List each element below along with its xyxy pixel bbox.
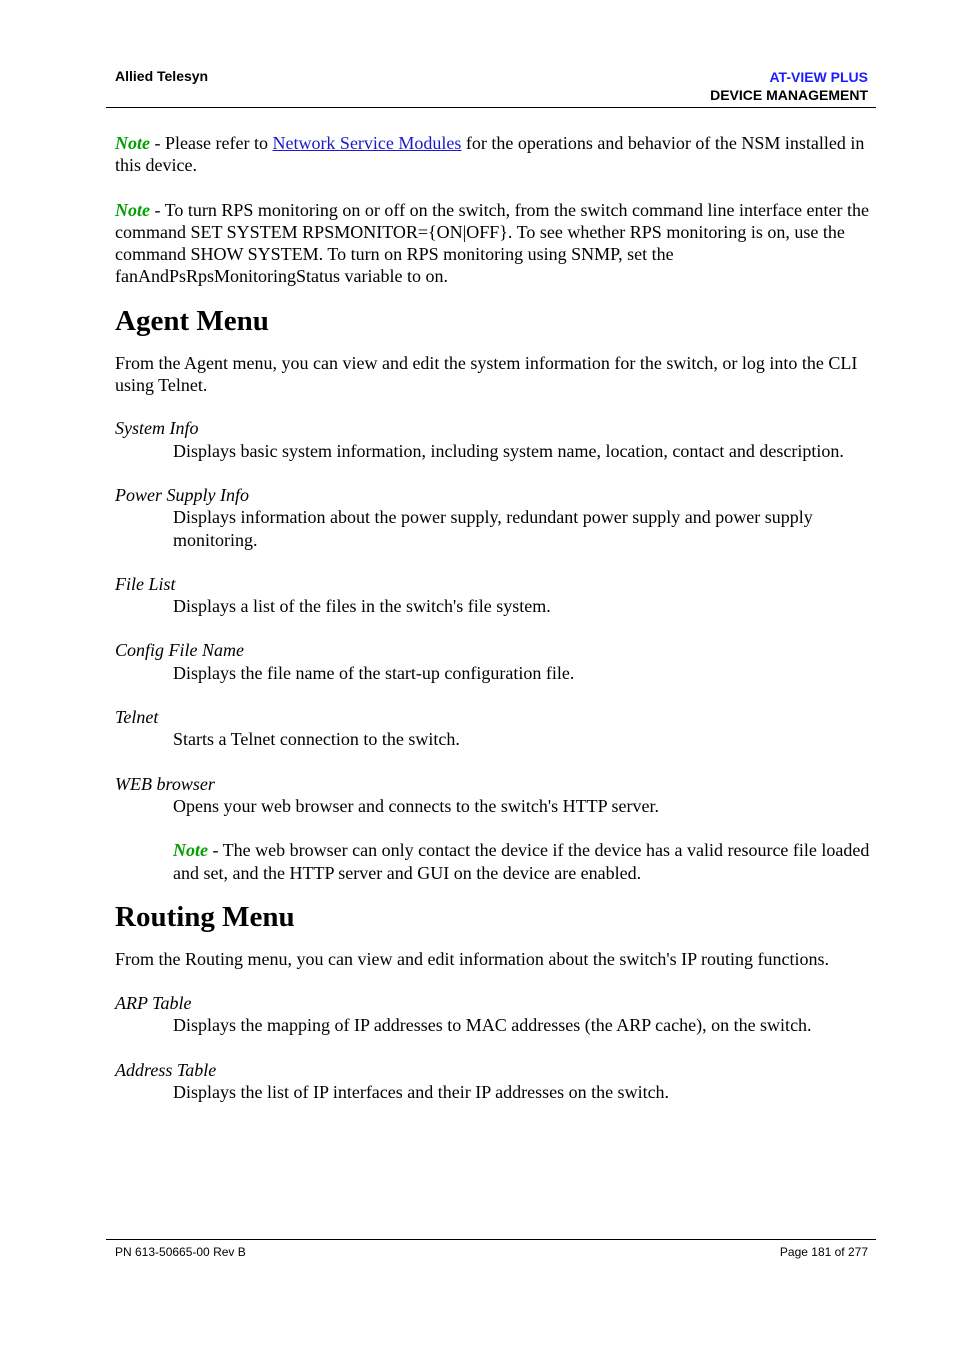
item-term: System Info	[115, 418, 199, 439]
note-label: Note	[115, 133, 150, 153]
item-term: Config File Name	[115, 640, 244, 661]
network-service-modules-link[interactable]: Network Service Modules	[272, 133, 462, 153]
item-desc: Displays basic system information, including system name, location, contact and description.	[173, 440, 844, 461]
item-desc: Starts a Telnet connection to the switch.	[173, 729, 460, 750]
note-label: Note	[115, 199, 150, 220]
agent-item	[115, 573, 870, 618]
section-name: DEVICE MANAGEMENT	[710, 87, 868, 103]
routing-item	[115, 1059, 870, 1104]
page-number: Page 181 of 277	[779, 1245, 868, 1259]
item-term: Power Supply Info	[115, 484, 249, 505]
item-desc: Displays the file name of the start-up configuration file.	[173, 662, 575, 683]
item-desc: Displays the list of IP interfaces and their IP addresses on the switch.	[173, 1082, 670, 1103]
item-term: WEB browser	[115, 773, 215, 794]
agent-menu-heading: Agent Menu	[115, 304, 269, 337]
item-term: File List	[115, 573, 176, 594]
item-term: Telnet	[115, 707, 159, 728]
header-divider	[106, 107, 876, 108]
agent-item	[115, 706, 870, 751]
routing-menu-heading: Routing Menu	[115, 900, 295, 933]
note-rps: Note - To turn RPS monitoring on or off on the switch, from the switch command line interface enter the command SET SYSTEM RPSMONITOR={ON|OFF}. To see whether RPS monitoring is on, use the command SHOW SYSTEM. To turn on RPS monitoring using SNMP, set the fanAndPsRpsMonitoringStatus variable to on.	[115, 199, 869, 287]
page-content	[115, 132, 870, 1103]
footer-divider	[106, 1239, 876, 1240]
item-desc: Opens your web browser and connects to the switch's HTTP server.	[173, 795, 659, 816]
item-term: Address Table	[115, 1059, 217, 1080]
part-number: PN 613-50665-00 Rev B	[115, 1245, 246, 1259]
note-label: Note	[173, 840, 208, 861]
note-nsm: Note - Please refer to Network Service Modules for the operations and behavior of the NSM installed in this device.	[115, 133, 865, 176]
agent-intro: From the Agent menu, you can view and edit the system information for the switch, or log into the CLI using Telnet.	[115, 352, 858, 396]
company-name: Allied Telesyn	[115, 68, 209, 84]
header-right	[710, 68, 868, 104]
agent-item	[115, 417, 870, 462]
item-desc: Displays a list of the files in the switch's file system.	[173, 596, 551, 617]
page-header	[115, 66, 868, 107]
routing-intro: From the Routing menu, you can view and edit information about the switch's IP routing functions.	[115, 948, 829, 969]
agent-item	[115, 773, 870, 884]
agent-item	[115, 639, 870, 684]
item-desc: Displays information about the power supply, redundant power supply and power supply monitoring.	[173, 507, 813, 550]
item-term: ARP Table	[115, 993, 192, 1014]
item-desc: Displays the mapping of IP addresses to MAC addresses (the ARP cache), on the switch.	[173, 1015, 812, 1036]
agent-item	[115, 484, 870, 551]
product-name: AT-VIEW PLUS	[769, 69, 868, 85]
note-web-browser: Note - The web browser can only contact the device if the device has a valid resource file loaded and set, and the HTTP server and GUI on the device are enabled.	[173, 840, 870, 883]
routing-item	[115, 992, 870, 1037]
